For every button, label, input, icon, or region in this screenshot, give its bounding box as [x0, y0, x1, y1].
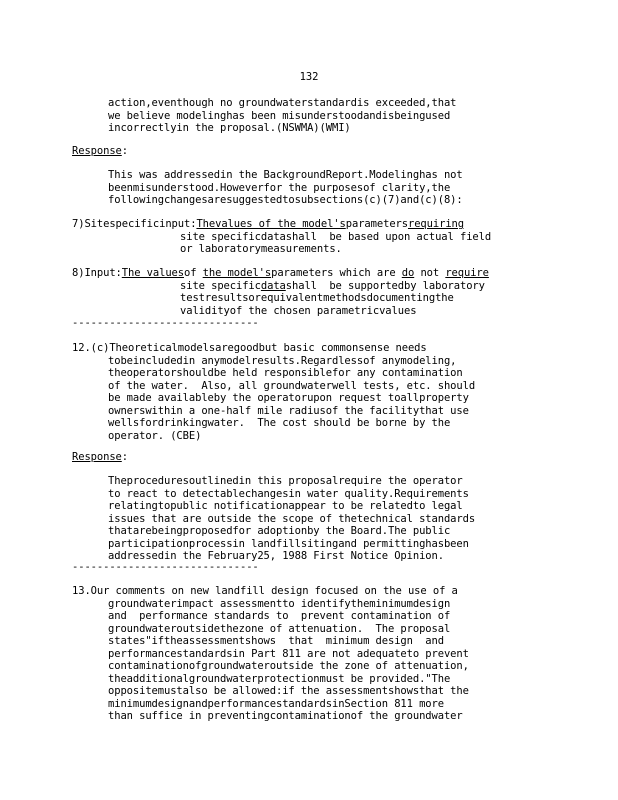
item7-underlined-text: Thevalues of the model's [196, 218, 346, 230]
item8-text: not [414, 267, 446, 279]
text-line: to react to detectablechangesin water quality.Requirements [108, 487, 469, 500]
text-line: testresultsorequivalentmethodsdocumentingthe [180, 292, 454, 304]
page-number: 132 [299, 71, 319, 83]
text-line: states"iftheassessmentshows that minimum design and [108, 635, 444, 647]
item8-text: parameters which are [271, 267, 402, 279]
text-line: oppositemustalso be allowed:if the assessmentshowsthat the [108, 685, 469, 697]
text-line: theadditionalgroundwaterprotectionmust be provided."The [108, 672, 451, 685]
text-line: groundwaterimpact assessmentto identifytheminimumdesign [108, 597, 451, 610]
response-heading [72, 145, 128, 157]
text-line: wellsfordrinkingwater. The cost should be borne by the [108, 417, 451, 429]
text-line: and performance standards to prevent contamination of [108, 610, 451, 622]
text-line: of the water. Also, all groundwaterwell tests, etc. should [108, 379, 476, 392]
text-line: groundwateroutsidethezone of attenuation. The proposal [108, 622, 451, 635]
text-line: This was addressedin the BackgroundReport.Modelinghas not [108, 169, 463, 181]
response-label: Response [72, 145, 122, 157]
text-line: issues that are outside the scope of thetechnical standards [108, 512, 476, 525]
item8-text: shall be supportedby laboratory [285, 279, 485, 292]
item7-underlined-text: requiring [407, 218, 464, 230]
text-line: or laboratorymeasurements. [180, 243, 342, 255]
text-line: validityof the chosen parametricvalues [180, 304, 417, 317]
response-colon: : [121, 145, 129, 157]
item8-underlined-text: the model's [202, 267, 272, 279]
text-line: 13.Our comments on new landfill design focused on the use of a [72, 585, 458, 597]
text-line: participationprocessin landfillsitingand permittinghasbeen [108, 537, 469, 550]
response-heading [72, 451, 128, 463]
divider: ------------------------------ [72, 561, 259, 573]
text-line: site specificdatashall be based upon actual field [180, 230, 492, 243]
text-line: relatingtopublic notificationappear to be relatedto legal [108, 500, 463, 512]
item8-underlined-text: require [445, 267, 489, 279]
text-line: be made availableby the operatorupon request toallproperty [108, 392, 469, 404]
subsection-8-line-2 [180, 280, 485, 292]
divider: ------------------------------ [72, 317, 259, 329]
text-line: action,eventhough no groundwaterstandardis exceeded,that [108, 97, 457, 109]
item7-text: parameters [345, 218, 408, 230]
text-line: minimumdesignandperformancestandardsinSection 811 more [108, 697, 444, 710]
subsection-7-line-1 [72, 218, 464, 230]
item8-underlined-text: do [401, 267, 415, 279]
text-line: contaminationofgroundwateroutside the zone of attenuation, [108, 660, 469, 672]
item7-prefix: 7)Sitespecificinput: [72, 218, 197, 230]
item8-prefix: 8)Input: [72, 267, 122, 279]
text-line: performancestandardsin Part 811 are not adequateto prevent [108, 647, 469, 660]
text-line: followingchangesaresuggestedtosubsections(c)(7)and(c)(8): [108, 194, 463, 206]
text-line: thatarebeingproposedfor adoptionby the Board.The public [108, 525, 451, 537]
text-line: theoperatorshouldbe held responsiblefor any contamination [108, 367, 463, 379]
text-line: addressedin the February25, 1988 First Notice Opinion. [108, 550, 444, 562]
response-label: Response [72, 451, 122, 463]
text-line: we believe modelinghas been misunderstoodandisbeingused [108, 109, 451, 122]
item8-underlined-text: The values [121, 267, 184, 279]
text-line: operator. (CBE) [108, 429, 202, 442]
item8-text: of [184, 267, 203, 279]
text-line: incorrectlyin the proposal.(NSWMA)(WMI) [108, 122, 351, 134]
item8-text: site specific [180, 279, 261, 292]
text-line: ownerswithin a one-half mile radiusof the facilitythat use [108, 404, 469, 417]
item8-underlined-text: data [260, 279, 286, 292]
text-line: beenmisunderstood.Howeverfor the purposesof clarity,the [108, 181, 451, 194]
text-line: tobeincludedin anymodelresults.Regardlessof anymodeling, [108, 354, 457, 367]
subsection-8-line-1 [72, 267, 489, 279]
text-line: Theproceduresoutlinedin this proposalrequire the operator [108, 475, 463, 487]
text-line: than suffice in preventingcontaminationof the groundwater [108, 710, 463, 722]
text-line: 12.(c)Theoreticalmodelsaregoodbut basic commonsense needs [72, 342, 427, 354]
response-colon: : [121, 451, 129, 463]
